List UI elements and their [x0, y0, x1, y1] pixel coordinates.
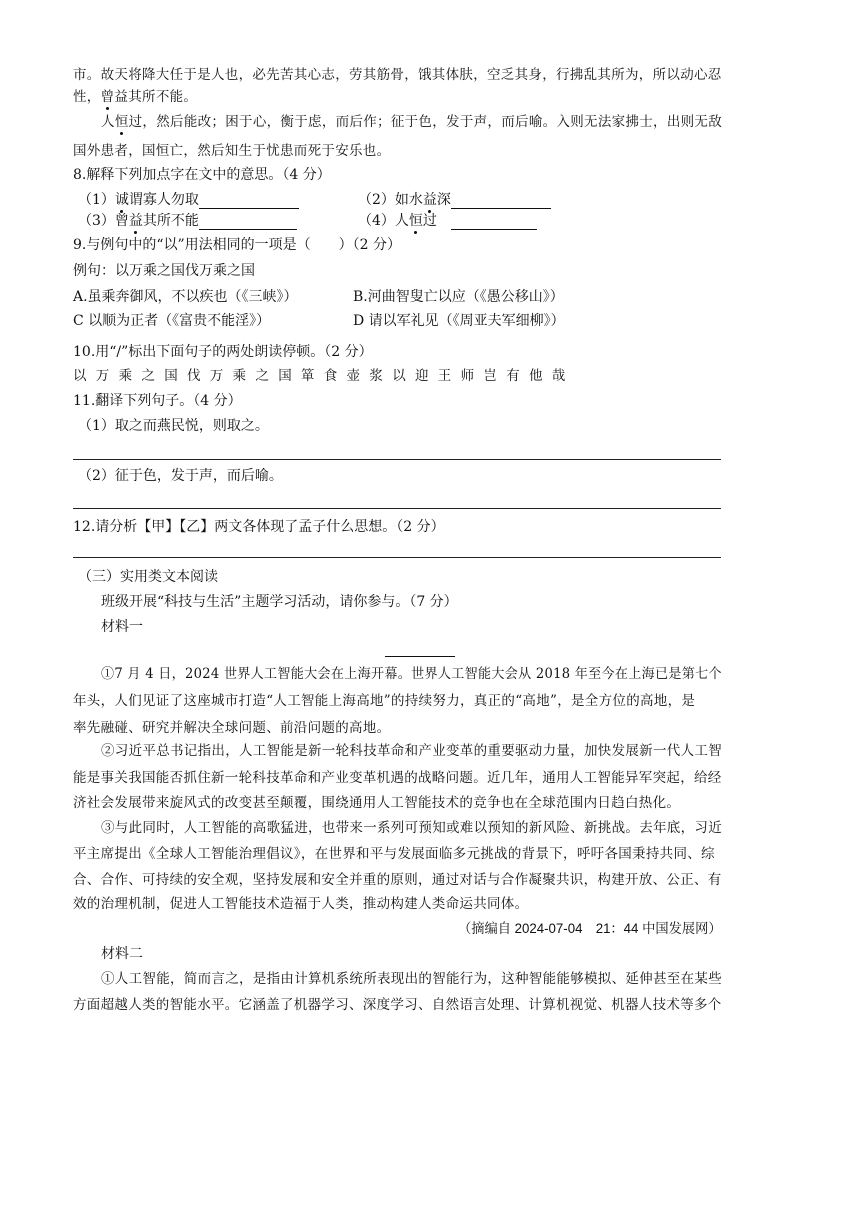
text: 性， — [73, 89, 101, 105]
question-8-stem: 8.解释下列加点字在文中的意思。（4 分） — [73, 167, 331, 183]
material-1-label: 材料一 — [101, 619, 143, 635]
answer-blank[interactable] — [451, 194, 551, 209]
question-9-stem: 9.与例句中的“以”用法相同的一项是（ ）（2 分） — [73, 237, 402, 253]
text: （4）人 — [358, 213, 409, 229]
q10-sentence[interactable]: 以万乘之国伐万乘之国箪食壶浆以迎王师岂有他哉 — [73, 368, 575, 384]
m1-p1-line-1: ①7 月 4 日，2024 世界人工智能大会在上海开幕。世界人工智能大会从 2018 年至今在上海已是第七个 — [101, 666, 722, 682]
passage-line-3 — [101, 113, 722, 131]
m1-p3-line-1: ③与此同时，人工智能的高歌猛进，也带来一系列可预知或难以预知的新风险、新挑战。去年底，习近 — [101, 820, 722, 836]
m2-line-1: ①人工智能，简而言之，是指由计算机系统所表现出的智能行为，这种智能能够模拟、延伸甚至在某些 — [101, 971, 722, 987]
passage-line-4: 国外患者，国恒亡，然后知生于忧患而死于安乐也。 — [73, 143, 391, 159]
material-2-label: 材料二 — [101, 946, 143, 962]
q9-option-b[interactable]: B.河曲智叟亡以应（《愚公移山》） — [353, 289, 564, 305]
question-10-stem: 10.用“/”标出下面句子的两处朗读停顿。（2 分） — [73, 344, 373, 360]
text: 其所不能 — [142, 213, 199, 229]
emphasis-dot-char: 益 — [422, 192, 437, 208]
m1-p1-line-3: 率先融碰、研究并解决全球问题、前沿问题的高地。 — [73, 720, 391, 736]
m1-p2-line-3: 济社会发展带来旋风式的改变甚至颠覆，围绕通用人工智能技术的竞争也在全球范围内日趋白热化。 — [73, 795, 681, 811]
emphasis-dot-char: 诚 — [114, 192, 129, 208]
text: （2）如水 — [358, 192, 423, 208]
section-heading: （三）实用类文本阅读 — [78, 569, 218, 585]
emphasis-dot-char: 曾 — [100, 89, 115, 105]
q9-option-c[interactable]: C 以顺为正者（《富贵不能淫》） — [73, 313, 271, 329]
text: 过，然后能改；困于心，衡于虑，而后作；征于色，发于声，而后喻。入则无法家拂士，出则无敌 — [128, 114, 723, 130]
emphasis-dot-char: 恒 — [408, 213, 423, 229]
answer-blank[interactable] — [451, 215, 537, 230]
m1-p2-line-2: 能是事关我国能否抓住新一轮科技革命和产业变革机遇的战略问题。近几年，通用人工智能异军突起，给经 — [73, 770, 722, 786]
text: 谓寡人勿取 — [128, 192, 199, 208]
text: 过 — [422, 213, 437, 229]
q9-option-d[interactable]: D 请以军礼见（《周亚夫军细柳》） — [353, 313, 565, 329]
material-title-blank[interactable] — [385, 656, 455, 657]
text: （1） — [78, 192, 115, 208]
answer-blank[interactable] — [199, 215, 297, 230]
emphasis-dot-char: 益 — [128, 213, 143, 229]
m1-p1-line-2: 年头，人们见证了这座城市打造“人工智能上海高地”的持续努力，真正的“高地”，是全方位的高地，是 — [73, 693, 696, 709]
answer-line[interactable] — [73, 557, 721, 558]
section-intro: 班级开展“科技与生活”主题学习活动，请你参与。（7 分） — [101, 594, 458, 610]
q11-sentence-1: （1）取之而燕民悦，则取之。 — [78, 418, 269, 434]
answer-line[interactable] — [73, 459, 721, 460]
m2-line-2: 方面超越人类的智能水平。它涵盖了机器学习、深度学习、自然语言处理、计算机视觉、机器人技术等多个 — [73, 997, 722, 1013]
text: 益其所不能。 — [114, 89, 198, 105]
text: （3）曾 — [78, 213, 129, 229]
emphasis-dot-char: 恒 — [114, 114, 129, 130]
text: 深 — [436, 192, 451, 208]
question-12-stem: 12.请分析【甲】【乙】两文各体现了孟子什么思想。（2 分） — [73, 519, 445, 535]
q9-option-a[interactable]: A.虽乘奔御风，不以疾也（《三峡》） — [73, 289, 298, 305]
text: 人 — [101, 114, 115, 130]
m1-p2-line-1: ②习近平总书记指出，人工智能是新一轮科技革命和产业变革的重要驱动力量，加快发展新一代人工智 — [101, 743, 722, 759]
passage-line-1: 市。故天将降大任于是人也，必先苦其心志，劳其筋骨，饿其体肤，空乏其身，行拂乱其所为，所以动心忍 — [73, 67, 722, 83]
q8-item-2 — [358, 191, 551, 209]
q8-item-3 — [78, 212, 297, 230]
q11-sentence-2: （2）征于色，发于声，而后喻。 — [78, 468, 283, 484]
q8-item-4 — [358, 212, 537, 230]
m1-p3-line-2: 平主席提出《全球人工智能治理倡议》，在世界和平与发展面临多元挑战的背景下，呼吁各国秉持共同、综 — [73, 846, 715, 862]
q9-example: 例句：以万乘之国伐万乘之国 — [73, 263, 255, 279]
m1-p3-line-4: 效的治理机制，促进人工智能技术造福于人类，推动构建人类命运共同体。 — [73, 896, 529, 912]
m1-p3-line-3: 合、合作、可持续的安全观，坚持发展和安全并重的原则，通过对话与合作凝聚共识，构建开放、公正、有 — [73, 872, 722, 888]
passage-line-2 — [73, 88, 197, 106]
answer-line[interactable] — [73, 508, 721, 509]
answer-blank[interactable] — [199, 194, 299, 209]
q8-item-1 — [78, 191, 299, 209]
question-11-stem: 11.翻译下列句子。（4 分） — [73, 393, 242, 409]
source-citation: （摘编自 2024-07-04 21：44 中国发展网） — [458, 921, 722, 936]
